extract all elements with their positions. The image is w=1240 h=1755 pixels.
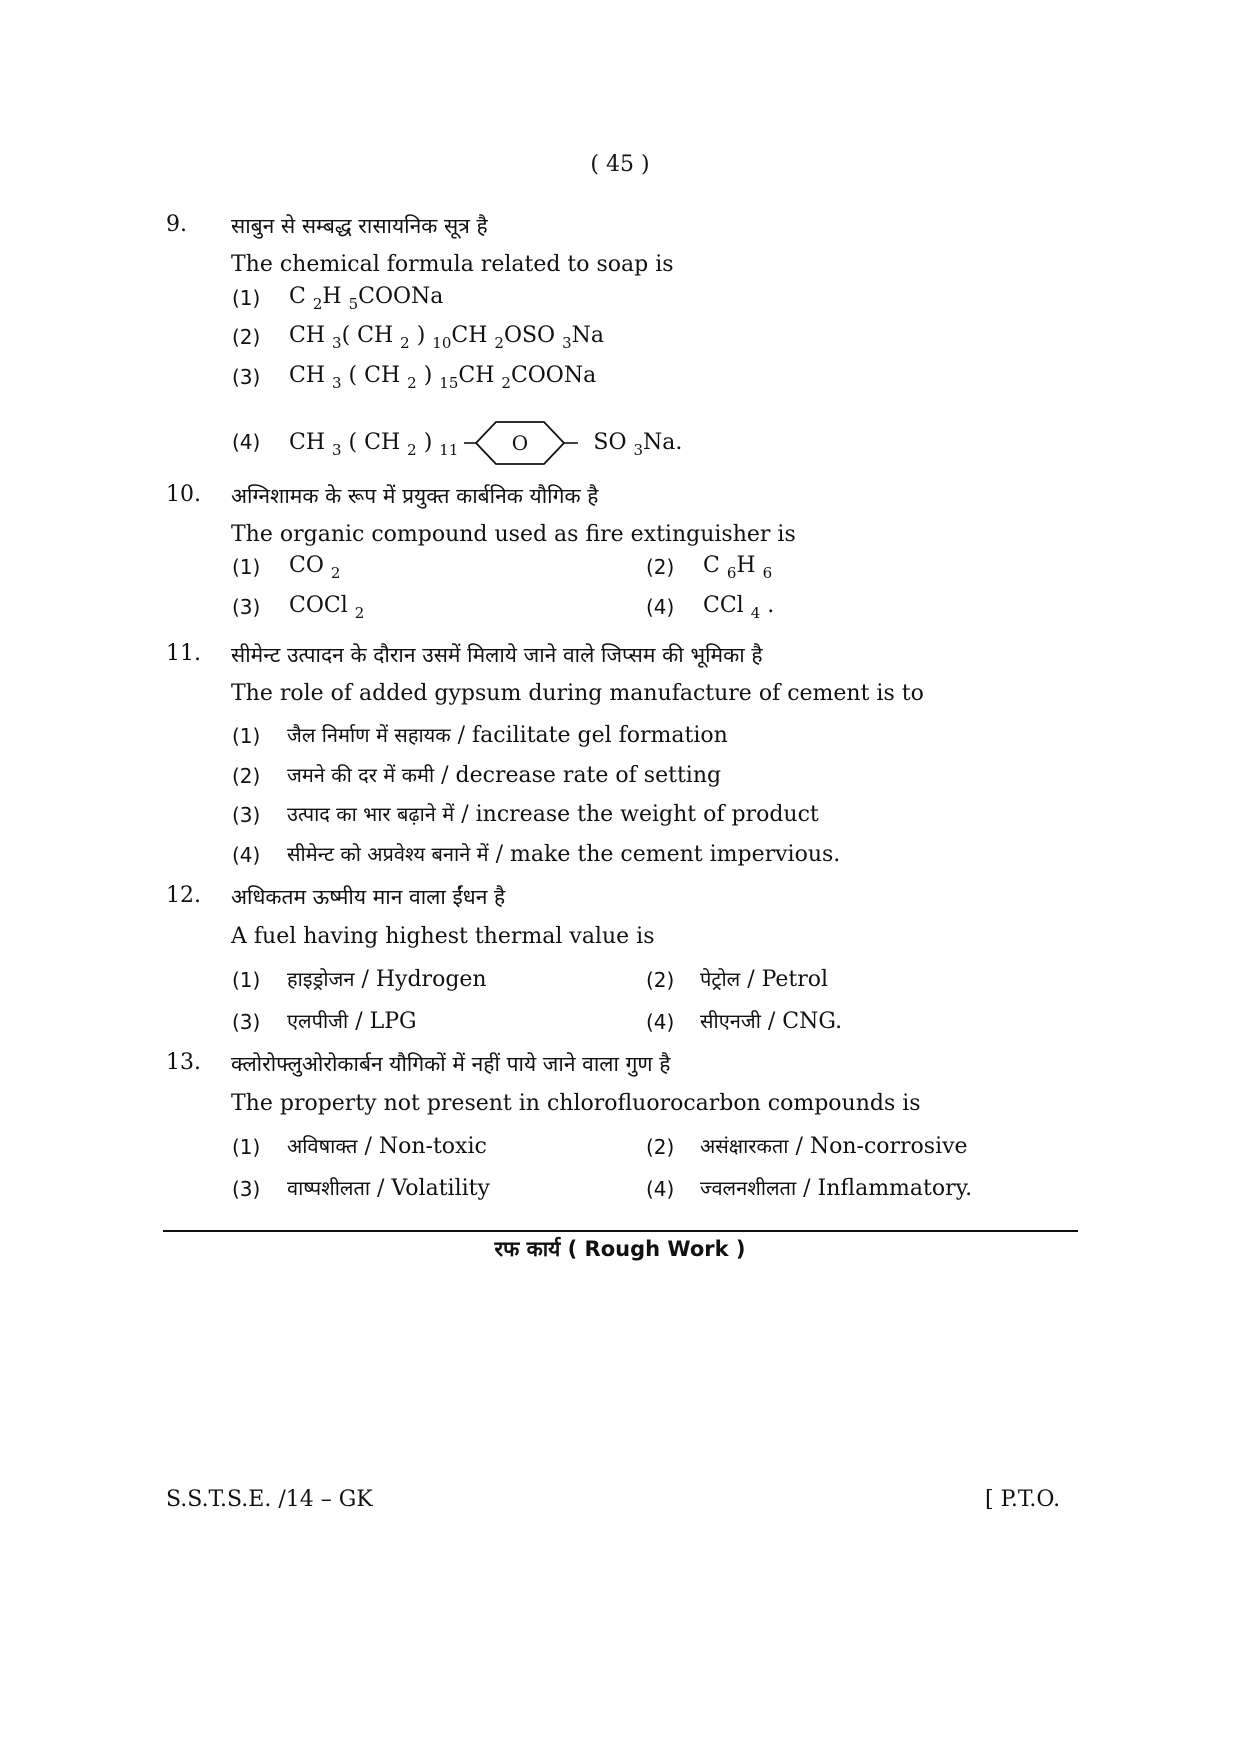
q12-option-4-label: (4)	[646, 1010, 675, 1034]
q12-option-3-english: / LPG	[355, 1009, 417, 1034]
q12-option-4-text	[700, 1007, 842, 1034]
q11-option-4-hindi: सीमेन्ट को अप्रवेश्य बनाने में	[287, 842, 489, 866]
q10-option-4-formula: CCl $_4$ .	[703, 593, 775, 622]
question-12-number: 12.	[166, 883, 201, 908]
q10-option-3-formula: COCl $_2$	[289, 593, 365, 622]
q13-option-1-english: / Non-toxic	[364, 1134, 487, 1159]
question-10-hindi: अग्निशामक के रूप में प्रयुक्त कार्बनिक यौगिक है	[231, 484, 599, 508]
q12-option-1-hindi: हाइड्रोजन	[287, 967, 355, 991]
q13-option-3-hindi: वाष्पशीलता	[287, 1176, 371, 1200]
q10-option-1-label: (1)	[232, 555, 261, 579]
q13-option-4-label: (4)	[646, 1177, 675, 1201]
q13-option-2-english: / Non-corrosive	[795, 1134, 968, 1159]
question-13-number: 13.	[166, 1050, 201, 1075]
q12-option-2-label: (2)	[646, 968, 675, 992]
rough-work-heading: रफ कार्य ( Rough Work )	[494, 1237, 746, 1261]
question-12-hindi: अधिकतम ऊष्मीय मान वाला ईंधन है	[231, 885, 506, 909]
q13-option-1-hindi: अविषाक्त	[287, 1134, 358, 1158]
q12-option-2-english: / Petrol	[747, 967, 829, 992]
q13-option-2-hindi: असंक्षारकता	[700, 1134, 789, 1158]
q11-option-2-hindi: जमने की दर में कमी	[287, 763, 435, 787]
question-13-hindi: क्लोरोफ्लुओरोकार्बन यौगिकों में नहीं पाये जाने वाला गुण है	[231, 1052, 671, 1076]
question-9-number: 9.	[166, 212, 187, 237]
q9-option-2-label: (2)	[232, 325, 261, 349]
q13-option-2-text	[700, 1132, 968, 1159]
q11-option-3-text	[287, 800, 819, 827]
question-9-hindi: साबुन से सम्बद्ध रासायनिक सूत्र है	[231, 214, 488, 238]
q13-option-3-text	[287, 1174, 490, 1201]
q10-option-4-label: (4)	[646, 595, 675, 619]
q11-option-1-label: (1)	[232, 724, 261, 748]
q9-option-4-label: (4)	[232, 430, 261, 454]
q9-option-3-formula: CH $_3$ ( CH $_2$ ) $_{15}$CH $_2$COONa	[289, 363, 597, 392]
q9-option-2-formula: CH $_3$( CH $_2$ ) $_{10}$CH $_2$OSO $_3$Na	[289, 323, 604, 352]
q12-option-4-english: / CNG.	[767, 1009, 843, 1034]
q12-option-3-text	[287, 1007, 417, 1034]
benzene-ring-label: O	[512, 431, 529, 455]
q13-option-3-english: / Volatility	[377, 1176, 490, 1201]
q11-option-2-text	[287, 761, 721, 788]
q13-option-4-hindi: ज्वलनशीलता	[700, 1176, 797, 1200]
q11-option-1-hindi: जैल निर्माण में सहायक	[287, 723, 451, 747]
question-9-english: The chemical formula related to soap is	[231, 252, 674, 277]
pto-marker: [ P.T.O.	[985, 1487, 1061, 1512]
q12-option-2-text	[700, 965, 828, 992]
q10-option-2-label: (2)	[646, 555, 675, 579]
q9-option-1-label: (1)	[232, 286, 261, 310]
q11-option-3-hindi: उत्पाद का भार बढ़ाने में	[287, 802, 455, 826]
q9-option-3-label: (3)	[232, 365, 261, 389]
q13-option-1-label: (1)	[232, 1135, 261, 1159]
q13-option-2-label: (2)	[646, 1135, 675, 1159]
q11-option-1-english: / facilitate gel formation	[457, 723, 728, 748]
paper-code: S.S.T.S.E. /14 – GK	[166, 1487, 373, 1512]
q12-option-1-label: (1)	[232, 968, 261, 992]
q11-option-4-label: (4)	[232, 843, 261, 867]
q11-option-2-label: (2)	[232, 764, 261, 788]
q10-option-2-formula: C $_6$H $_6$	[703, 553, 773, 582]
rough-work-divider	[163, 1230, 1078, 1232]
q9-option-4-formula: CH $_3$ ( CH $_2$ ) $_{11}$ O SO $_3$Na.	[289, 418, 682, 468]
q10-option-1-formula: CO $_2$	[289, 553, 341, 582]
question-11-english: The role of added gypsum during manufacture of cement is to	[231, 681, 924, 706]
question-11-number: 11.	[166, 641, 201, 666]
q13-option-4-english: / Inflammatory.	[803, 1176, 973, 1201]
q10-option-3-label: (3)	[232, 595, 261, 619]
q12-option-4-hindi: सीएनजी	[700, 1009, 761, 1033]
question-10-number: 10.	[166, 482, 201, 507]
question-11-hindi: सीमेन्ट उत्पादन के दौरान उसमें मिलाये जाने वाले जिप्सम की भूमिका है	[231, 643, 763, 667]
q11-option-3-english: / increase the weight of product	[461, 802, 819, 827]
page-number: ( 45 )	[590, 152, 650, 177]
benzene-ring-icon	[464, 418, 580, 468]
q13-option-1-text	[287, 1132, 487, 1159]
q12-option-1-text	[287, 965, 487, 992]
question-12-english: A fuel having highest thermal value is	[231, 924, 655, 949]
question-13-english: The property not present in chlorofluorocarbon compounds is	[231, 1091, 921, 1116]
q11-option-3-label: (3)	[232, 803, 261, 827]
q12-option-3-label: (3)	[232, 1010, 261, 1034]
question-10-english: The organic compound used as fire extinguisher is	[231, 522, 796, 547]
q11-option-4-english: / make the cement impervious.	[495, 842, 841, 867]
q11-option-1-text	[287, 721, 728, 748]
q13-option-3-label: (3)	[232, 1177, 261, 1201]
q13-option-4-text	[700, 1174, 972, 1201]
q11-option-2-english: / decrease rate of setting	[441, 763, 722, 788]
q12-option-1-english: / Hydrogen	[361, 967, 487, 992]
q9-option-1-formula: C $_2$H $_5$COONa	[289, 284, 444, 313]
q12-option-2-hindi: पेट्रोल	[700, 967, 741, 991]
q12-option-3-hindi: एलपीजी	[287, 1009, 349, 1033]
q11-option-4-text	[287, 840, 840, 867]
